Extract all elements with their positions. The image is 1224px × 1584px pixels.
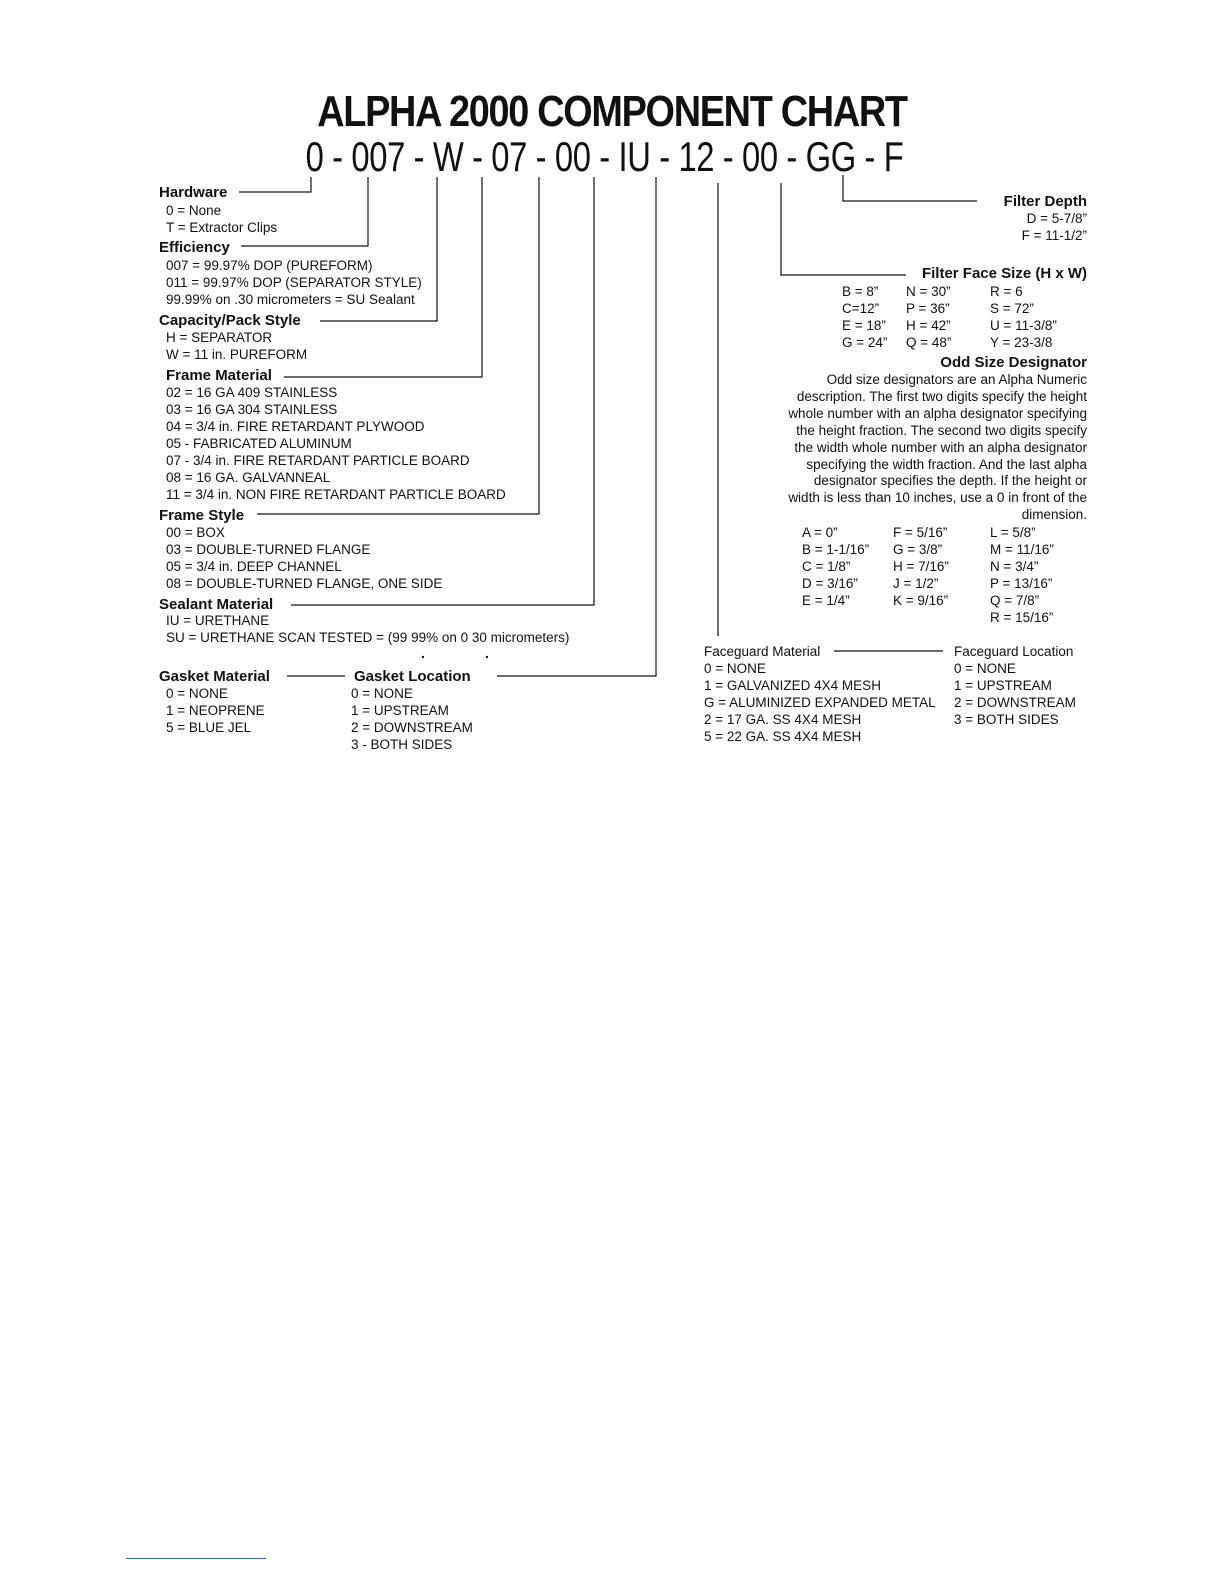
gasket-location-connector xyxy=(497,177,656,676)
table-cell: C = 1/8” xyxy=(802,559,851,574)
list-item: 08 = 16 GA. GALVANNEAL xyxy=(166,470,331,485)
list-item: 0 = NONE xyxy=(351,686,413,701)
table-cell: U = 11-3/8” xyxy=(990,318,1057,333)
table-cell: G = 3/8” xyxy=(893,542,943,557)
filter-depth-heading: Filter Depth xyxy=(1003,193,1087,210)
footer-divider xyxy=(126,1558,266,1559)
efficiency-heading: Efficiency xyxy=(159,239,230,256)
table-cell: H = 42” xyxy=(906,318,951,333)
list-item: 5 = 22 GA. SS 4X4 MESH xyxy=(704,729,862,744)
gasket-location-list xyxy=(351,685,473,753)
list-item: 11 = 3/4 in. NON FIRE RETARDANT PARTICLE BOARD xyxy=(166,487,506,502)
list-item: 3 = BOTH SIDES xyxy=(954,712,1059,727)
odd-size-table xyxy=(802,524,1090,626)
list-item: 05 - FABRICATED ALUMINUM xyxy=(166,436,352,451)
faceguard-location-list xyxy=(954,660,1076,728)
list-item: 04 = 3/4 in. FIRE RETARDANT PLYWOOD xyxy=(166,419,425,434)
table-cell: E = 1/4” xyxy=(802,593,850,608)
list-item: D = 5-7/8” xyxy=(1026,211,1087,226)
frame-material-list xyxy=(166,384,506,503)
table-cell: M = 11/16” xyxy=(990,542,1054,557)
capacity-heading: Capacity/Pack Style xyxy=(159,312,301,329)
table-cell: R = 6 xyxy=(990,284,1023,299)
table-cell: Q = 48” xyxy=(906,335,952,350)
odd-size-heading: Odd Size Designator xyxy=(940,354,1087,371)
table-cell: G = 24” xyxy=(842,335,888,350)
list-item: 07 - 3/4 in. FIRE RETARDANT PARTICLE BOARD xyxy=(166,453,470,468)
faceguard-material-heading: Faceguard Material xyxy=(704,644,821,659)
table-cell: P = 13/16” xyxy=(990,576,1053,591)
list-item: 3 - BOTH SIDES xyxy=(351,737,453,752)
hardware-list xyxy=(166,202,277,236)
list-item: 00 = BOX xyxy=(166,525,225,540)
table-cell: H = 7/16” xyxy=(893,559,949,574)
hardware-heading: Hardware xyxy=(159,184,228,201)
table-cell: L = 5/8” xyxy=(990,525,1036,540)
filter-depth-list xyxy=(887,210,1087,244)
table-cell: Q = 7/8” xyxy=(990,593,1040,608)
description-line: the width whole number with an alpha designator xyxy=(794,439,1087,455)
gasket-material-list xyxy=(166,685,265,736)
sealant-list xyxy=(166,612,569,646)
face-size-table xyxy=(842,283,1090,351)
sealant-heading: Sealant Material xyxy=(159,596,274,613)
table-cell: F = 5/16” xyxy=(893,525,948,540)
table-cell: R = 15/16” xyxy=(990,610,1054,625)
description-line: width is less than 10 inches, use a 0 in front of the xyxy=(788,490,1087,506)
list-item: IU = URETHANE xyxy=(166,613,270,628)
list-item: 03 = DOUBLE-TURNED FLANGE xyxy=(166,542,371,557)
gasket-material-heading: Gasket Material xyxy=(159,668,270,685)
list-item: 5 = BLUE JEL xyxy=(166,720,252,735)
list-item: 0 = None xyxy=(166,203,222,218)
face-size-heading: Filter Face Size (H x W) xyxy=(921,265,1087,282)
table-cell xyxy=(893,609,990,626)
dot-marker xyxy=(422,656,424,658)
list-item: 03 = 16 GA 304 STAINLESS xyxy=(166,402,338,417)
table-cell: C=12” xyxy=(842,301,880,316)
description-line: description. The first two digits specify the height xyxy=(796,388,1087,404)
list-item: 011 = 99.97% DOP (SEPARATOR STYLE) xyxy=(166,275,422,290)
list-item: 99.99% on .30 micrometers = SU Sealant xyxy=(166,292,415,307)
frame-style-heading: Frame Style xyxy=(159,507,245,524)
frame-style-list xyxy=(166,524,442,592)
efficiency-list xyxy=(166,257,422,308)
description-line: dimension. xyxy=(1021,507,1087,523)
table-cell xyxy=(802,609,893,626)
list-item: 1 = NEOPRENE xyxy=(166,703,265,718)
list-item: 05 = 3/4 in. DEEP CHANNEL xyxy=(166,559,342,574)
list-item: SU = URETHANE SCAN TESTED = (99 99% on 0 30 micrometers) xyxy=(166,630,570,645)
list-item: F = 11-1/2” xyxy=(1021,228,1087,243)
list-item: 08 = DOUBLE-TURNED FLANGE, ONE SIDE xyxy=(166,576,443,591)
table-cell: Y = 23-3/8 xyxy=(990,335,1053,350)
table-cell: K = 9/16” xyxy=(893,593,949,608)
table-cell: B = 1-1/16” xyxy=(802,542,870,557)
list-item: 1 = UPSTREAM xyxy=(351,703,449,718)
list-item: 2 = DOWNSTREAM xyxy=(351,720,473,735)
table-cell: N = 30” xyxy=(906,284,951,299)
table-cell: P = 36” xyxy=(906,301,950,316)
list-item: T = Extractor Clips xyxy=(166,220,278,235)
list-item: 007 = 99.97% DOP (PUREFORM) xyxy=(166,258,373,273)
description-line: designator specifies the depth. If the height or xyxy=(813,473,1087,489)
frame-material-heading: Frame Material xyxy=(166,367,272,384)
odd-size-description xyxy=(767,372,1087,524)
table-cell: D = 3/16” xyxy=(802,576,858,591)
description-line: the height fraction. The second two digits specify xyxy=(796,422,1087,438)
table-cell: J = 1/2” xyxy=(893,576,939,591)
table-cell: A = 0” xyxy=(802,525,838,540)
dot-marker xyxy=(486,656,488,658)
model-code: 0 - 007 - W - 07 - 00 - IU - 12 - 00 - GG - F xyxy=(305,133,904,180)
table-cell: S = 72” xyxy=(990,301,1034,316)
table-cell: E = 18” xyxy=(842,318,886,333)
list-item: 0 = NONE xyxy=(704,661,766,676)
list-item: H = SEPARATOR xyxy=(166,330,273,345)
list-item: 0 = NONE xyxy=(166,686,228,701)
table-cell: B = 8” xyxy=(842,284,879,299)
list-item: G = ALUMINIZED EXPANDED METAL xyxy=(704,695,936,710)
chart-title: ALPHA 2000 COMPONENT CHART xyxy=(317,87,907,136)
list-item: 2 = DOWNSTREAM xyxy=(954,695,1076,710)
list-item: 1 = GALVANIZED 4X4 MESH xyxy=(704,678,881,693)
description-line: specifying the width fraction. And the last alpha xyxy=(806,456,1087,472)
list-item: W = 11 in. PUREFORM xyxy=(166,347,308,362)
table-cell: N = 3/4” xyxy=(990,559,1039,574)
faceguard-location-heading: Faceguard Location xyxy=(954,644,1074,659)
gasket-location-heading: Gasket Location xyxy=(354,668,471,685)
description-line: Odd size designators are an Alpha Numeric xyxy=(826,372,1087,387)
capacity-list xyxy=(166,329,307,363)
faceguard-material-list xyxy=(704,660,936,745)
list-item: 0 = NONE xyxy=(954,661,1016,676)
list-item: 1 = UPSTREAM xyxy=(954,678,1052,693)
description-line: whole number with an alpha designator specifying xyxy=(788,405,1087,421)
list-item: 2 = 17 GA. SS 4X4 MESH xyxy=(704,712,862,727)
list-item: 02 = 16 GA 409 STAINLESS xyxy=(166,385,338,400)
